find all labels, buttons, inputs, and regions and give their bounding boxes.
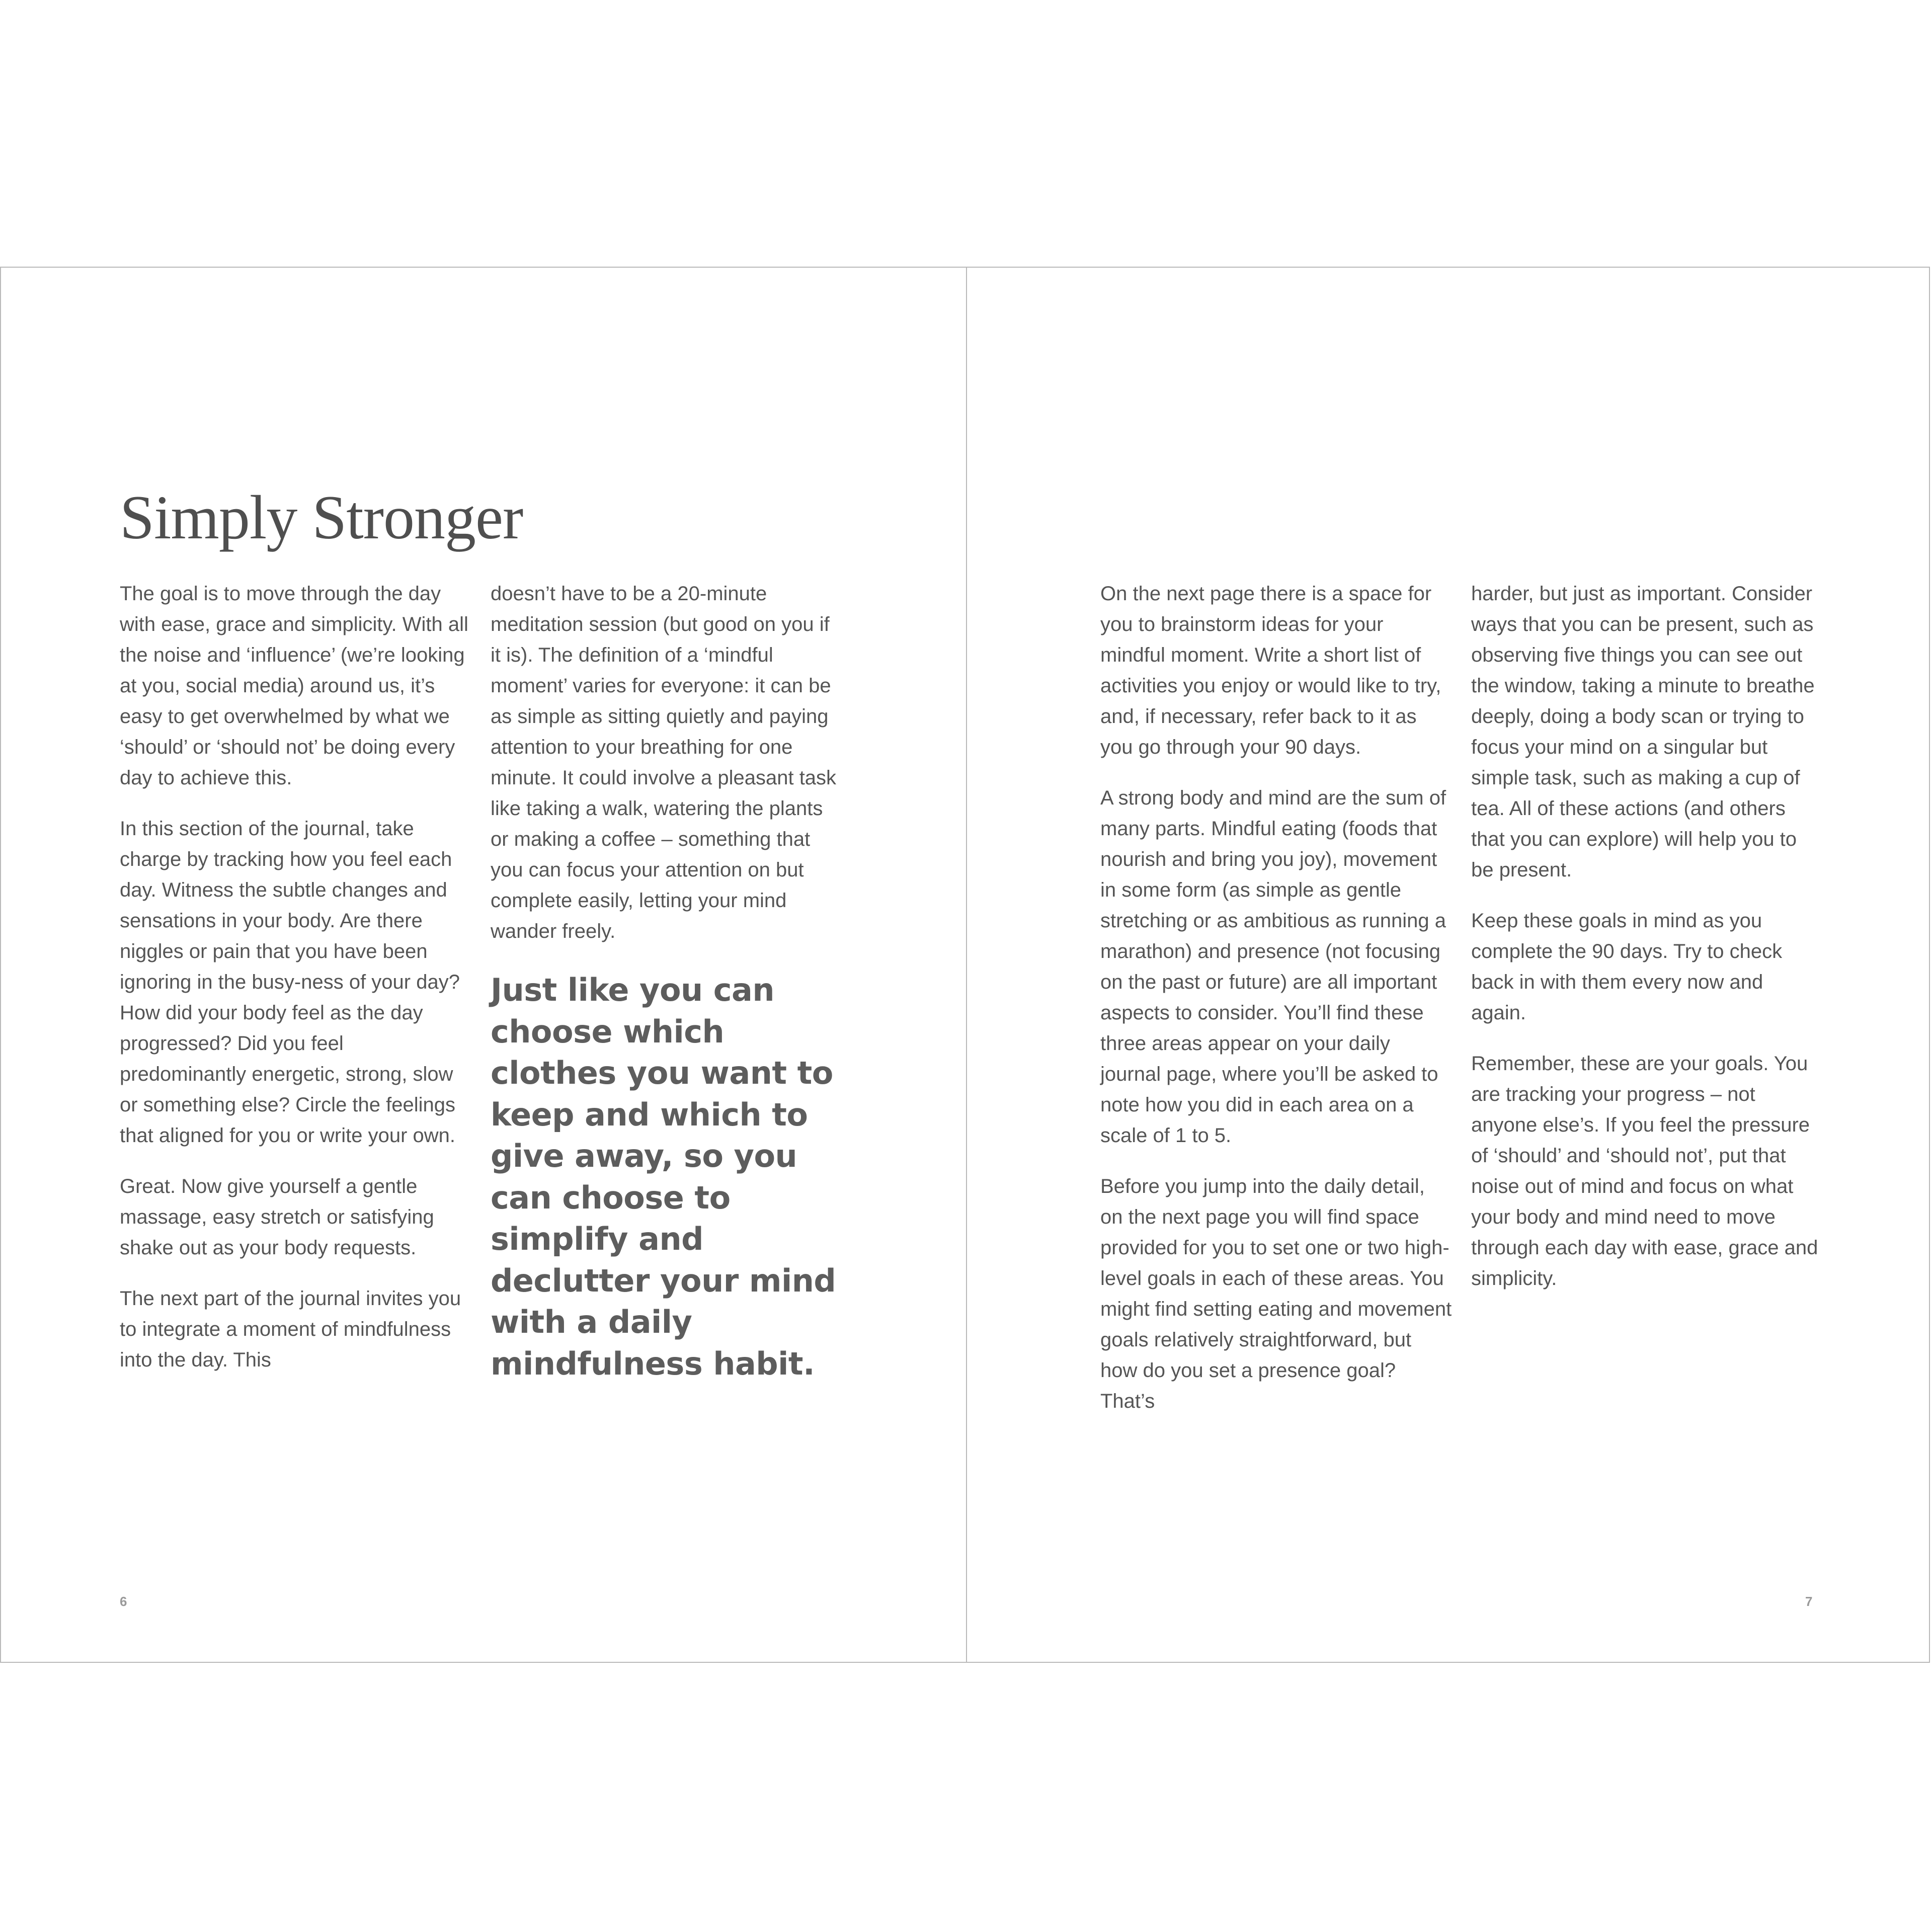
pull-quote: Just like you can choose which clothes you want to keep and which to give away, so you can choose to simplify and declutter your mind with a daily mindfulness habit. <box>491 972 836 1382</box>
paragraph: The goal is to move through the day with ease, grace and simplicity. With all the noise and ‘influence’ (we’re looking at you, social media) around us, it’s easy to get overwhelmed by what we ‘should’ or ‘should not’ be doing every day to achieve this. <box>120 583 468 789</box>
paragraph: doesn’t have to be a 20-minute meditation session (but good on you if it is). The definition of a ‘mindful moment’ varies for everyone: it can be as simple as sitting quietly and paying attention to your breathing for one minute. It could involve a pleasant task like taking a walk, watering the plants or making a coffee – something that you can focus your attention on but complete easily, letting your mind wander freely. <box>491 583 837 942</box>
paragraph: In this section of the journal, take charge by tracking how you feel each day. Witness the subtle changes and sensations in your body. Are there niggles or pain that you have been ignoring in the busy-ness of your day? How did your body feel as the day progressed? Did you feel predominantly energetic, strong, slow or something else? Circle the feelings that aligned for you or write your own. <box>120 818 460 1147</box>
right-page-column-2 <box>1471 579 1823 1314</box>
paragraph: Before you jump into the daily detail, on the next page you will find space provided for you to set one or two high-level goals in each of these areas. You might find setting eating and movement goals relatively straightforward, but how do you set a presence goal? That’s <box>1100 1175 1452 1412</box>
page-number-right: 7 <box>1805 1594 1813 1609</box>
left-page-column-2 <box>491 579 843 1385</box>
paragraph: On the next page there is a space for you to brainstorm ideas for your mindful moment. Write a short list of activities you enjoy or would like to try, and, if necessary, refer back to it as you go through your 90 days. <box>1100 583 1441 758</box>
page-number-left: 6 <box>120 1594 127 1609</box>
page-gutter <box>966 267 967 1663</box>
paragraph: Great. Now give yourself a gentle massage, easy stretch or satisfying shake out as your body requests. <box>120 1175 434 1259</box>
right-page-column-1 <box>1100 579 1453 1437</box>
paragraph: Keep these goals in mind as you complete the 90 days. Try to check back in with them every now and again. <box>1471 910 1783 1024</box>
paragraph: Remember, these are your goals. You are tracking your progress – not anyone else’s. If you feel the pressure of ‘should’ and ‘should not’, put that noise out of mind and focus on what your body and mind need to move through each day with ease, grace and simplicity. <box>1471 1053 1818 1290</box>
paragraph: The next part of the journal invites you to integrate a moment of mindfulness into the day. This <box>120 1287 461 1371</box>
page-title: Simply Stronger <box>120 483 523 552</box>
paragraph: A strong body and mind are the sum of many parts. Mindful eating (foods that nourish and bring you joy), movement in some form (as simple as gentle stretching or as ambitious as running a marathon) and presence (not focusing on the past or future) are all important aspects to consider. You’ll find these three areas appear on your daily journal page, where you’ll be asked to note how you did in each area on a scale of 1 to 5. <box>1100 787 1446 1147</box>
paragraph: harder, but just as important. Consider ways that you can be present, such as observing five things you can see out the window, taking a minute to breathe deeply, doing a body scan or trying to focus your mind on a singular but simple task, such as making a cup of tea. All of these actions (and others that you can explore) will help you to be present. <box>1471 583 1815 881</box>
left-page-column-1 <box>120 579 472 1396</box>
